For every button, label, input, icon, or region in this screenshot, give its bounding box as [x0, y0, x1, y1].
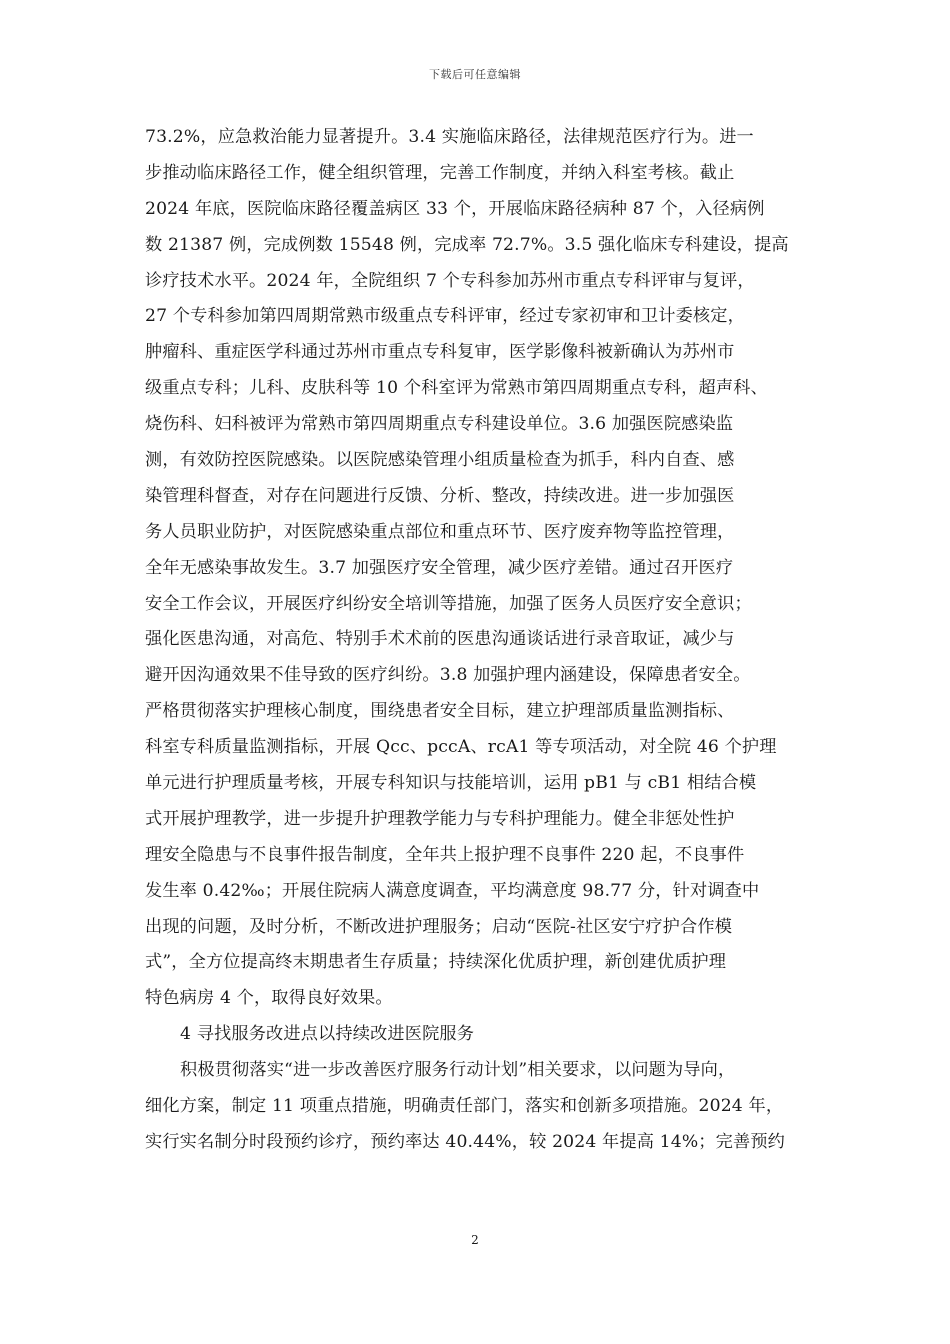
text-line: 理安全隐患与不良事件报告制度，全年共上报护理不良事件 220 起，不良事件 [145, 844, 745, 865]
section-heading: 4 寻找服务改进点以持续改进医院服务 [180, 1024, 475, 1045]
text-line: 肿瘤科、重症医学科通过苏州市重点专科复审，医学影像科被新确认为苏州市 [145, 342, 735, 363]
text-line: 细化方案，制定 11 项重点措施，明确责任部门，落实和创新多项措施。2024 年， [145, 1096, 784, 1117]
text-line: 单元进行护理质量考核，开展专科知识与技能培训，运用 pB1 与 cB1 相结合模 [145, 773, 757, 794]
page-header-note: 下载后可任意编辑 [429, 68, 521, 81]
text-line: 烧伤科、妇科被评为常熟市第四周期重点专科建设单位。3.6 加强医院感染监 [145, 414, 734, 435]
text-line: 避开因沟通效果不佳导致的医疗纠纷。3.8 加强护理内涵建设，保障患者安全。 [145, 665, 751, 686]
text-line: 强化医患沟通，对高危、特别手术术前的医患沟通谈话进行录音取证，减少与 [145, 629, 735, 650]
text-line: 步推动临床路径工作，健全组织管理，完善工作制度，并纳入科室考核。截止 [145, 162, 735, 183]
text-line: 出现的问题，及时分析，不断改进护理服务；启动“医院-社区安宁疗护合作模 [145, 916, 733, 937]
text-line: 实行实名制分时段预约诊疗，预约率达 40.44%，较 2024 年提高 14%；完善预约 [145, 1131, 785, 1152]
text-line: 染管理科督查，对存在问题进行反馈、分析、整改，持续改进。进一步加强医 [145, 485, 735, 506]
text-line: 科室专科质量监测指标，开展 Qcc、pccA、rcA1 等专项活动，对全院 46 个护理 [145, 737, 777, 758]
text-line: 务人员职业防护，对医院感染重点部位和重点环节、医疗废弃物等监控管理， [145, 521, 735, 542]
text-line: 2024 年底，医院临床路径覆盖病区 33 个，开展临床路径病种 87 个，入径病例 [145, 198, 765, 219]
text-line: 级重点专科；儿科、皮肤科等 10 个科室评为常熟市第四周期重点专科，超声科、 [145, 378, 768, 399]
text-line: 全年无感染事故发生。3.7 加强医疗安全管理，减少医疗差错。通过召开医疗 [145, 557, 734, 578]
text-line: 严格贯彻落实护理核心制度，围绕患者安全目标，建立护理部质量监测指标、 [145, 701, 735, 722]
text-line: 式”，全方位提高终末期患者生存质量；持续深化优质护理，新创建优质护理 [145, 952, 727, 973]
text-line: 73.2%，应急救治能力显著提升。3.4 实施临床路径，法律规范医疗行为。进一 [145, 127, 754, 147]
text-line: 积极贯彻落实“进一步改善医疗服务行动计划”相关要求，以问题为导向， [180, 1060, 736, 1081]
page-number: 2 [471, 1233, 479, 1247]
text-line: 数 21387 例，完成例数 15548 例，完成率 72.7%。3.5 强化临床专科建设，提高 [145, 234, 789, 255]
text-line: 诊疗技术水平。2024 年，全院组织 7 个专科参加苏州市重点专科评审与复评， [145, 270, 755, 291]
text-line: 27 个专科参加第四周期常熟市级重点专科评审，经过专家初审和卫计委核定， [145, 306, 745, 327]
text-line: 发生率 0.42‰；开展住院病人满意度调查，平均满意度 98.77 分，针对调查中 [145, 880, 760, 901]
text-line: 测，有效防控医院感染。以医院感染管理小组质量检查为抓手，科内自查、感 [145, 450, 735, 471]
document-body [145, 120, 825, 1161]
text-line: 安全工作会议，开展医疗纠纷安全培训等措施，加强了医务人员医疗安全意识； [145, 593, 752, 614]
text-line: 式开展护理教学，进一步提升护理教学能力与专科护理能力。健全非惩处性护 [145, 808, 735, 829]
text-line: 特色病房 4 个，取得良好效果。 [145, 988, 393, 1009]
